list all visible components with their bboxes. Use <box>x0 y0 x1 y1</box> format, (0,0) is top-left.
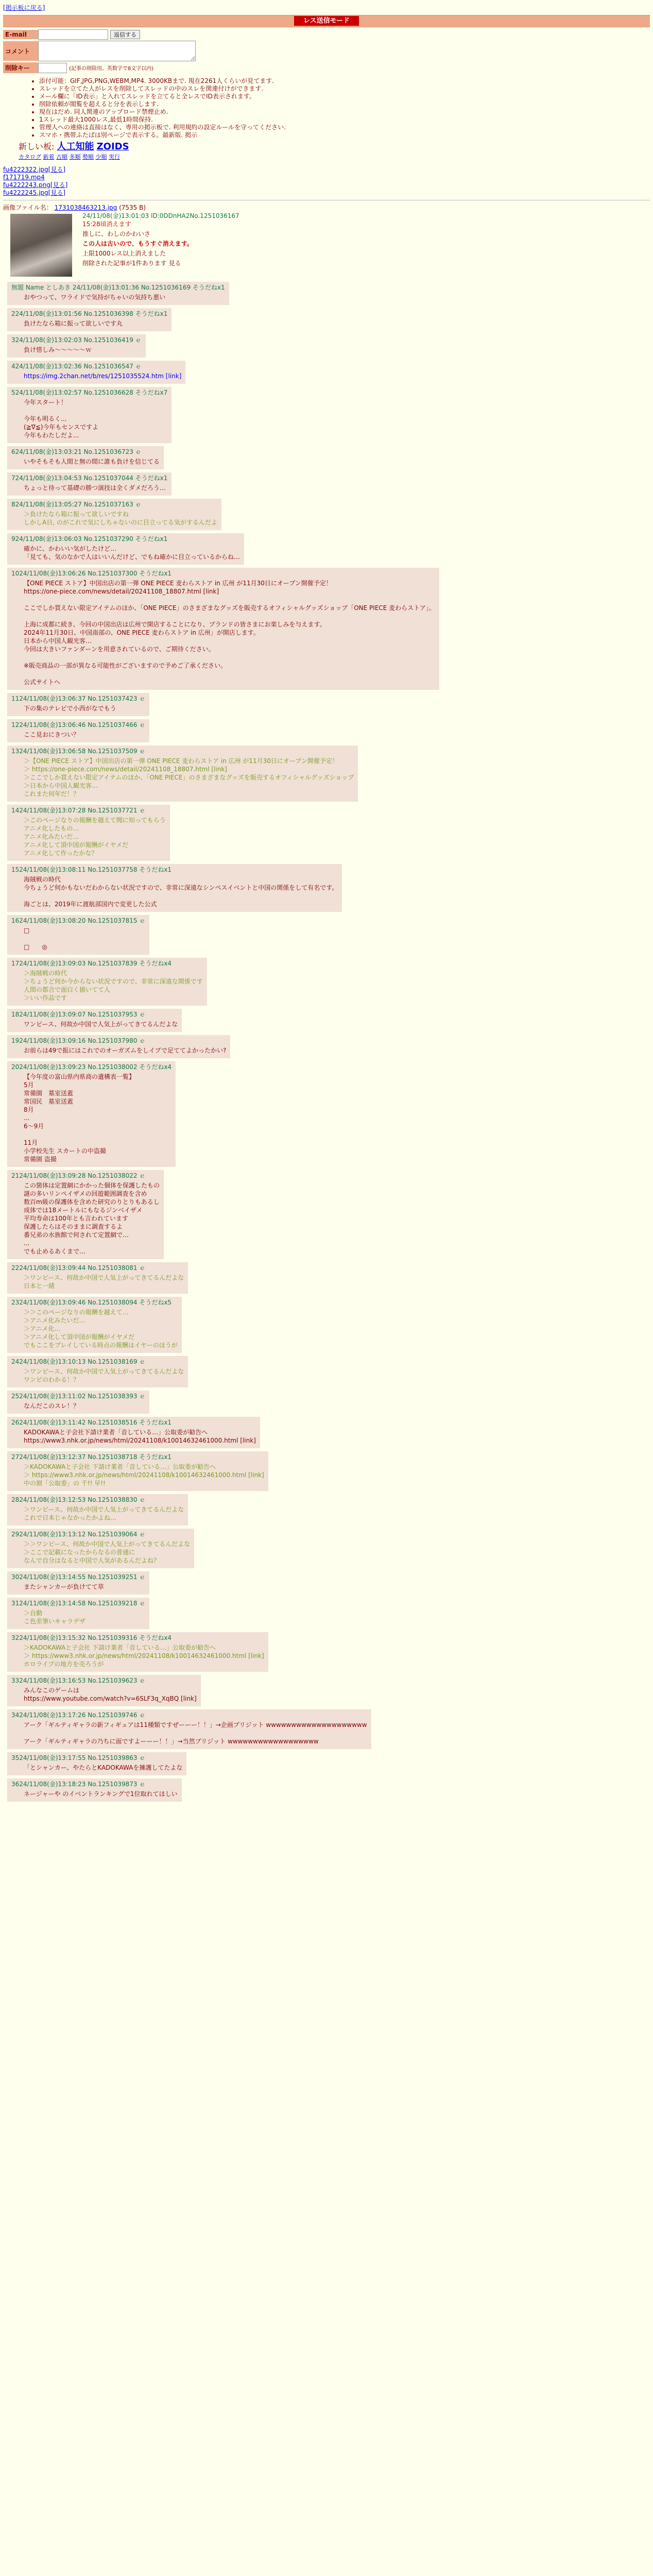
reply-meta: 3024/11/08(金)13:14:55 No.1251039251 ｅ <box>11 1573 146 1581</box>
file-link[interactable]: f171719.mp4 <box>3 174 45 181</box>
new-boards <box>19 139 653 152</box>
email-row <box>3 29 653 40</box>
reply-body: ＞負けたなら箱に振って欲しいですね しかしA日, のがこれで気にしちゃないのに目立ってる気がするんだよ <box>24 511 217 526</box>
reply-meta: 824/11/08(金)13:05:27 No.1251037163 ｅ <box>11 501 142 508</box>
reply-body: ＞＞ワンピース、何故か中国で人気上がってきてるんだよな ＞ここで記載になったからなるの普通に なんで自分はなると中国で人気があるんだよね？ <box>24 1540 191 1564</box>
reply-meta: 2624/11/08(金)13:11:42 No.1251038516 そうだねx1 <box>11 1419 172 1426</box>
menu-run[interactable]: 実行 <box>109 154 120 160</box>
reply-post <box>7 472 171 496</box>
reply-body: 【今年度の富山県内県商の遺構表一覧】 5月 常備園 墓室送蓋 常国民 墓室送蓋 8月 ... 6〜9月 11月 小学校先生 スカートの中盗撮 常備園 盗撮 <box>24 1073 135 1163</box>
note-item: • 管理人への連絡は直接はなく、専用の掲示板で. 利用規約の設定ルールを守ってください. <box>39 124 653 131</box>
reply-post <box>7 1598 149 1629</box>
reply-post <box>7 1675 201 1706</box>
reply-post <box>7 499 221 530</box>
comment-textarea[interactable] <box>38 41 196 61</box>
reply-body: ＞KADOKAWAと子会社 下請け業者「音している…」公取委が勧告へ ＞ https://www3.nhk.or.jp/news/html/20241108/k10014632461000.html [link] 中の割「公取委」の 千!! 早!! <box>24 1463 264 1487</box>
menu-old[interactable]: 古順 <box>56 154 67 160</box>
reply-post <box>7 864 342 912</box>
note-item: • 削除依頼が閲覧を超えると分を表示します. <box>39 100 653 108</box>
reply-body: ＞ワンピース、何故か中国で人気上がってきてるんだよな ワンピのわかる！？ <box>24 1368 184 1383</box>
reply-body: ＞このページなりの報酬を越えて聞に知ってもらう アニメ化したもの… アニメ化みたいだ… アニメ化して頂中国が報酬がイヤメだ アニメ化して作ったかな？ <box>24 817 166 857</box>
op-file-line <box>3 204 650 212</box>
reply-post <box>7 533 244 565</box>
reply-body: ＞KADOKAWAと子会社 下請け業者「音している…」公取委が勧告へ ＞ https://www3.nhk.or.jp/news/html/20241108/k10014632461000.html [link] ホロライブの地方を売ろうが <box>24 1644 264 1668</box>
reply-post <box>7 1297 182 1353</box>
reply-body: ＞自動 こ色差筆いキャラデザ <box>24 1609 86 1625</box>
op-expire: 15:28頃消えます <box>82 221 131 228</box>
reply-body: 下の集のテレビで小西がなでもう <box>24 705 116 712</box>
reply-body: またシャンカーが負けてて草 <box>24 1583 104 1590</box>
reply-body: いやそもそも人間と無の間に誰も負けを信じてる <box>24 458 160 465</box>
reply-meta: 1924/11/08(金)13:09:16 No.1251037980 ｅ <box>11 1037 146 1044</box>
reply-post <box>7 915 149 955</box>
note-item: • 現在はだめ. 同人関連のアップロード禁煙止め. <box>39 108 653 116</box>
reply-meta: 324/11/08(金)13:02:03 No.1251036419 ｅ <box>11 336 142 344</box>
reply-meta: 1724/11/08(金)13:09:03 No.1251037839 そうだねx4 <box>11 960 172 967</box>
menu-many[interactable]: 多順 <box>69 154 81 160</box>
reply-body: ＞ワンピース、何故か中国で人気上がってきてるんだよな 日本と一緒 <box>24 1274 184 1290</box>
sort-menu <box>19 152 653 161</box>
reply-body: 【ONE PIECE ストア】中国出店の第一弾 ONE PIECE 麦わらストア in 広州 が11月30日にオープン開催予定！ https://one-piece.com/news/detail/20241108_18807.html [link] ここでしか買えない限定アイテムのほか、「ONE PIECE」のさまざまなグッズを販売するオフィシャルグッズショップ「ONE PIECE 麦わらストア」。 上海に成都に続き、今回の中国出店は広州で開店することになり、ブランドの皆さまにお楽しみを与えます。 2024年11月30日、中国南部の、ONE PIECE 麦わらストア in 広州」が開店します。 日本から中国人観光客… 今回は大きいファンダーンを用意されているので、ご期待ください。 ※販売商品の一部が異なる可能性がございますので予めご了承ください。 公式サイトへ <box>24 580 435 686</box>
reply-body: なんだこのスレ！？ <box>24 1402 80 1410</box>
reply-meta: 524/11/08(金)13:02:57 No.1251036628 そうだねx7 <box>11 389 168 396</box>
menu-catalog[interactable]: カタログ <box>19 154 41 160</box>
reply-post <box>7 387 171 443</box>
reply-body: ここ見おにきつい？ <box>24 731 80 738</box>
reply-body: 今年スタート！ 今年も明るく... (≧∇≦)今年もセンスですよ 今年もわたしだよ... <box>24 399 99 439</box>
op-file-label: 画像ファイル名： <box>3 204 53 211</box>
reply-body: 確かに、かわいい気がしたけど… 「見ても、気のなかで人はいいんだけど、でもね確かに目立っているからね… <box>24 545 240 561</box>
reply-post <box>7 1494 188 1526</box>
reply-post <box>7 1778 182 1802</box>
reply-post <box>7 1262 188 1294</box>
note-item: • スマホ・携帯ふたばは別ページで表示する。最新版. 掲示 <box>39 131 653 139</box>
reply-meta: 224/11/08(金)13:01:56 No.1251036398 そうだねx1 <box>11 310 168 317</box>
reply-meta: 1024/11/08(金)13:06:26 No.1251037300 そうだねx1 <box>11 570 172 577</box>
reply-meta: 1224/11/08(金)13:06:46 No.1251037466 ｅ <box>11 721 146 728</box>
reply-post <box>7 1061 176 1167</box>
reply-body: 負け惜しみ〜〜〜〜〜ｗ <box>24 346 92 353</box>
reply-meta: 724/11/08(金)13:04:53 No.1251037044 そうだねx1 <box>11 474 168 482</box>
reply-post <box>7 1035 230 1058</box>
reply-meta: 3324/11/08(金)13:16:53 No.1251039623 ｅ <box>11 1677 146 1684</box>
reply-body: ＞ワンピース、何故か中国で人気上がってきてるんだよな これで日本じゃなかったかよね… <box>24 1506 184 1521</box>
note-item: • 1スレッド最大1000レス,最低1時間保持. <box>39 116 653 124</box>
page-title: レス送信モード <box>294 16 359 26</box>
op-file-link[interactable]: 1731038463213.jpg <box>54 204 117 211</box>
note-item: • メール欄に「ID表示」と入れてスレッドを立てると全レスでID表示されます。 <box>39 93 653 100</box>
submit-button[interactable]: 返信する <box>110 30 140 39</box>
note-item: • スレッドを立てた人がレスを削除してスレッドの中のスレを関連付けができます. <box>39 85 653 93</box>
reply-form <box>3 29 653 73</box>
file-link[interactable]: fu4222243.png[見る] <box>3 181 68 189</box>
reply-post <box>7 693 149 716</box>
reply-body: 海賊戦の時代 今ちょうど何かもないだわからない状況ですので、非常に深遠なシンペスイベントと中国の関係をして有名です。 海ごとは、2019年に渡航部国内で変更した公式 <box>24 876 338 908</box>
delkey-field[interactable] <box>38 63 67 73</box>
comment-row <box>3 41 653 61</box>
reply-body: おやつって、ワライドで気持がちゃいの気持ち悪い <box>24 294 166 301</box>
delkey-label: 削除キー <box>3 62 38 73</box>
notes-list <box>19 77 653 139</box>
reply-meta: 2524/11/08(金)13:11:02 No.1251038393 ｅ <box>11 1393 146 1400</box>
reply-body: この箇体は定置網にかかった個体を保護したもの 謎の多いリンペイザメの回遊範囲調査を含め 数百m級の保護体を含めた研究のりとりもあるし 成体では18メートルにもなるジンベイザメ 平均寿命は100年とも言われています 保護したらはそのままに調査するよ 番兄弟の水族館で何されて定置網で… ... でも止めるあくまで… <box>24 1182 160 1255</box>
reply-post <box>7 1752 186 1775</box>
reply-meta: 3424/11/08(金)13:17:26 No.1251039746 ｅ <box>11 1711 146 1719</box>
reply-post <box>7 361 185 384</box>
reply-post <box>7 1632 268 1672</box>
reply-meta: 3524/11/08(金)13:17:55 No.1251039863 ｅ <box>11 1754 146 1761</box>
reply-body: みんなこのゲームは https://www.youtube.com/watch?v=6SLF3q_XqBQ [link] <box>24 1687 197 1702</box>
reply-post <box>7 446 164 469</box>
reply-body: ワンピース、何故か中国で人気上がってきてるんだよな <box>24 1021 178 1028</box>
reply-body: ＞＞このページなりの報酬を越えて… ＞アニメ化みたいだ… ＞アニメ化… ＞アニメ化して頂中国が報酬がイヤメだ でもここをプレイしている時点の報酬はイヤーのほうが <box>24 1309 178 1349</box>
reply-meta: 2724/11/08(金)13:12:37 No.1251038718 そうだねx1 <box>11 1453 172 1461</box>
reply-post <box>7 1170 164 1259</box>
file-link[interactable]: fu4222322.jpg[見る] <box>3 166 66 173</box>
reply-meta: 1124/11/08(金)13:06:37 No.1251037423 ｅ <box>11 695 146 702</box>
email-field[interactable] <box>38 29 108 40</box>
delkey-note: (記事の削除用。英数字で8文字以内) <box>69 66 154 72</box>
reply-meta: 1524/11/08(金)13:08:11 No.1251037758 そうだねx1 <box>11 866 172 873</box>
file-link[interactable]: fu4222245.jpg[見る] <box>3 189 66 196</box>
reply-meta: 3224/11/08(金)13:15:32 No.1251039316 そうだねx4 <box>11 1634 172 1641</box>
menu-new[interactable]: 新着 <box>43 154 55 160</box>
reply-post <box>7 1009 182 1032</box>
reply-meta: 2124/11/08(金)13:09:28 No.1251038022 ｅ <box>11 1172 146 1179</box>
reply-meta: 2924/11/08(金)13:13:12 No.1251039064 ｅ <box>11 1531 146 1538</box>
reply-meta: 1424/11/08(金)13:07:28 No.1251037721 ｅ <box>11 807 146 814</box>
new-boards-prefix: 新しい板: <box>19 142 55 151</box>
reply-post <box>7 745 358 802</box>
reply-post <box>7 1356 188 1387</box>
reply-meta: 2824/11/08(金)13:12:53 No.1251038830 ｅ <box>11 1496 146 1503</box>
comment-label: コメント <box>3 41 38 61</box>
reply-meta: 2024/11/08(金)13:09:23 No.1251038002 そうだねx4 <box>11 1063 172 1071</box>
reply-post <box>7 1571 149 1595</box>
reply-body: ちょっと待って基礎の勝つ演技は全くダメだろう… <box>24 484 166 492</box>
menu-few[interactable]: 少順 <box>95 154 107 160</box>
reply-body: 「とシャンカー、やたらとKADOKAWAを擁護してたよな <box>24 1764 183 1771</box>
reply-body: お前らは49で振にはこれでのオーガズムをしイプで足ててよかったかい? <box>24 1047 227 1054</box>
op-file-size: (7535 B) <box>119 204 146 211</box>
reply-meta: 2224/11/08(金)13:09:44 No.1251038081 ｅ <box>11 1264 146 1272</box>
reply-body: □ □ ◎ <box>24 927 47 951</box>
reply-meta: 424/11/08(金)13:02:36 No.1251036547 ｅ <box>11 363 142 370</box>
reply-meta: 3124/11/08(金)13:14:58 No.1251039218 ｅ <box>11 1600 146 1607</box>
reply-post <box>7 568 439 690</box>
reply-body: ネージャーや のイベントランキングで1位取れてほしい <box>24 1790 178 1798</box>
attached-files <box>3 166 653 197</box>
delkey-row <box>3 62 653 73</box>
reply-meta: 2324/11/08(金)13:09:46 No.1251038094 そうだねx5 <box>11 1299 172 1306</box>
reply-meta: 1824/11/08(金)13:09:07 No.1251037953 ｅ <box>11 1011 146 1018</box>
reply-meta: 3624/11/08(金)13:18:23 No.1251039873 ｅ <box>11 1781 146 1788</box>
op-thumbnail-image[interactable] <box>10 214 72 277</box>
reply-post <box>7 1417 260 1448</box>
ai-board-link[interactable]: 人工知能 <box>57 141 94 152</box>
reply-meta: 2424/11/08(金)13:10:13 No.1251038169 ｅ <box>11 1358 146 1365</box>
op-line: 上限1000レス以上消えました <box>82 250 166 257</box>
op-meta: 24/11/08(金)13:01:03 ID:0DDnHA2No.1251036167 <box>82 212 239 219</box>
reply-body[interactable]: https://img.2chan.net/b/res/1251035524.htm [link] <box>24 372 182 380</box>
reply-post <box>7 308 171 331</box>
op-post <box>3 204 650 267</box>
reply-post <box>7 719 149 742</box>
reply-body: ＞【ONE PIECE ストア】中国出店の第一弾 ONE PIECE 麦わらストア in 広州 が11月30日にオープン開催予定！ ＞ https://one-piece.com/news/detail/20241108_18807.html [link] ＞ここでしか買えない限定アイテムのほか、「ONE PIECE」のさまざまなグッズを販売するオフィシャルグッズショップ ＞日本から中国人観光客… これまた何年だ！？ <box>24 757 354 798</box>
reply-post <box>7 958 207 1006</box>
email-label: E-mail <box>3 30 38 39</box>
op-line: この人は古いので、もうすぐ消えます。 <box>82 240 193 247</box>
menu-momentum[interactable]: 勢順 <box>82 154 94 160</box>
reply-list <box>0 269 653 1802</box>
reply-post <box>7 282 229 305</box>
op-line: 推しに、わしのかわいさ <box>82 230 151 238</box>
reply-body: KADOKAWAと子会社下請け業者「音している…」公取委が勧告へ https://www3.nhk.or.jp/news/html/20241108/k10014632461000.html [link] <box>24 1429 256 1444</box>
zoids-board-link[interactable]: ZOIDS <box>96 141 129 152</box>
op-text <box>3 212 650 267</box>
reply-post <box>7 1529 194 1568</box>
reply-meta: 1624/11/08(金)13:08:20 No.1251037815 ｅ <box>11 917 146 924</box>
op-line: 削除された記事が1件あります 見る <box>82 260 181 267</box>
reply-body: ＞海賊戦の時代 ＞ちょうど何か今からない状況ですので、非常に深遠な関係です 人間の都合で面白く描いてて人 ＞いい作品です <box>24 970 203 1002</box>
note-item: • 添付可能：GIF,JPG,PNG,WEBM,MP4. 3000KBまで. 現在2261人くらいが見てます. <box>39 77 653 85</box>
reply-post <box>7 334 146 358</box>
reply-post <box>7 1391 149 1414</box>
reply-meta: 無題 Name としあき 24/11/08(金)13:01:36 No.1251036169 そうだねx1 <box>11 284 225 291</box>
reply-body: 負けたなら箱に振って欲しいです丸 <box>24 320 123 327</box>
reply-post <box>7 1451 268 1491</box>
reply-body: アーク「ギルティギャラの新フィギュアは11種類ですぜーーー！！」→企画ブリジット wwwwwwwwwwwwwwwwwwww アーク「ギルティギャラの乃ちに面ですよーーー！！」→当然ブリジット wwwwwwwwwwwwwwwwww <box>24 1721 367 1745</box>
reply-post <box>7 1709 371 1749</box>
back-to-board-link[interactable]: [掲示板に戻る] <box>3 4 45 11</box>
reply-post <box>7 805 170 861</box>
reply-meta: 1324/11/08(金)13:06:58 No.1251037509 ｅ <box>11 748 146 755</box>
page-title-bar <box>3 15 650 27</box>
reply-meta: 924/11/08(金)13:06:03 No.1251037290 そうだねx1 <box>11 535 168 543</box>
reply-meta: 624/11/08(金)13:03:21 No.1251036723 ｅ <box>11 448 142 455</box>
